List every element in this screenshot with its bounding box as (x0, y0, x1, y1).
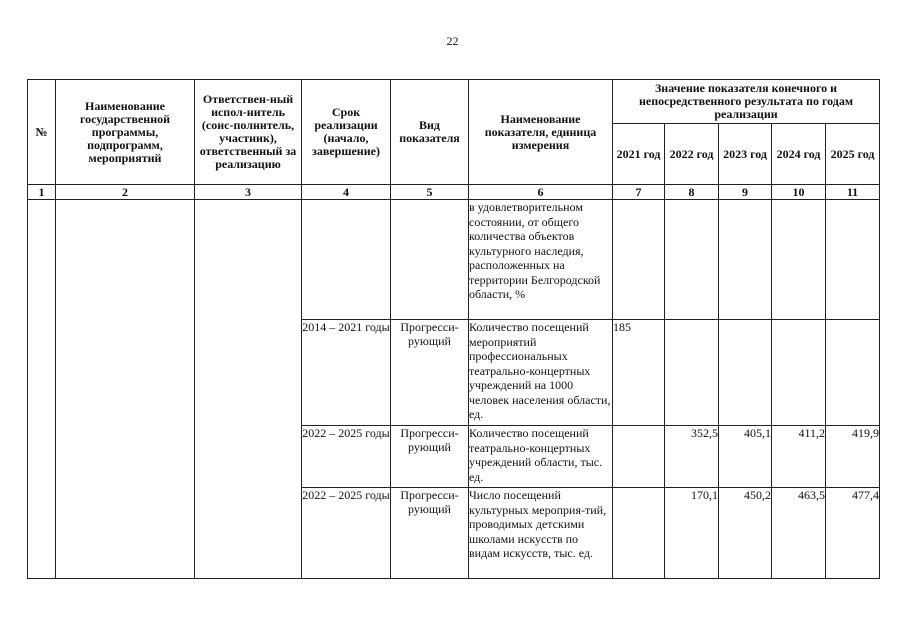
header-number: № (28, 80, 56, 185)
column-number: 1 (28, 185, 56, 200)
cell-period: 2022 – 2025 годы (302, 488, 391, 579)
cell-indicator-type: Прогресси-рующий (391, 426, 469, 488)
cell-value-2025: 477,4 (826, 488, 880, 579)
cell-period (302, 200, 391, 320)
cell-value-2024: 463,5 (772, 488, 826, 579)
header-year-2021: 2021 год (613, 124, 665, 185)
cell-value-2021: 185 (613, 320, 665, 426)
column-number: 7 (613, 185, 665, 200)
cell-responsible (195, 200, 302, 579)
column-number: 10 (772, 185, 826, 200)
header-year-2024: 2024 год (772, 124, 826, 185)
cell-value-2021 (613, 426, 665, 488)
header-year-2022: 2022 год (665, 124, 719, 185)
column-number: 2 (56, 185, 195, 200)
column-number: 11 (826, 185, 880, 200)
header-year-2025: 2025 год (826, 124, 880, 185)
column-number: 6 (469, 185, 613, 200)
page-number: 22 (446, 34, 459, 48)
column-number: 9 (719, 185, 772, 200)
column-number: 5 (391, 185, 469, 200)
header-year-2023: 2023 год (719, 124, 772, 185)
cell-indicator-name: Количество посещений театрально-концертных учреждений области, тыс. ед. (469, 426, 613, 488)
cell-value-2024 (772, 320, 826, 426)
column-number: 8 (665, 185, 719, 200)
cell-value-2022 (665, 320, 719, 426)
cell-value-2021 (613, 200, 665, 320)
cell-value-2023 (719, 200, 772, 320)
cell-indicator-type: Прогресси-рующий (391, 488, 469, 579)
cell-value-2022: 170,1 (665, 488, 719, 579)
cell-value-2024 (772, 200, 826, 320)
cell-value-2023: 450,2 (719, 488, 772, 579)
cell-indicator-type (391, 200, 469, 320)
column-number: 4 (302, 185, 391, 200)
cell-value-2021 (613, 488, 665, 579)
cell-value-2025 (826, 320, 880, 426)
cell-value-2022 (665, 200, 719, 320)
header-responsible: Ответствен-ный испол-нитель (соис-полнитель, участник), ответственный за реализацию (195, 80, 302, 185)
table-row (28, 200, 880, 320)
header-program-name: Наименование государственной программы, подпрограмм, мероприятий (56, 80, 195, 185)
cell-value-2025: 419,9 (826, 426, 880, 488)
cell-value-2024: 411,2 (772, 426, 826, 488)
cell-value-2023 (719, 320, 772, 426)
cell-value-2023: 405,1 (719, 426, 772, 488)
cell-period: 2022 – 2025 годы (302, 426, 391, 488)
cell-program-name (56, 200, 195, 579)
cell-value-2025 (826, 200, 880, 320)
header-indicator-name: Наименование показателя, единица измерения (469, 80, 613, 185)
cell-indicator-name: Количество посещений мероприятий профессиональных театрально-концертных учреждений на 1000 человек населения области, ед. (469, 320, 613, 426)
header-period: Срок реализации (начало, завершение) (302, 80, 391, 185)
indicators-table (27, 79, 880, 579)
cell-number (28, 200, 56, 579)
cell-period: 2014 – 2021 годы (302, 320, 391, 426)
cell-value-2022: 352,5 (665, 426, 719, 488)
cell-indicator-type: Прогресси-рующий (391, 320, 469, 426)
header-values-group: Значение показателя конечного и непосредственного результата по годам реализации (613, 80, 880, 124)
column-number: 3 (195, 185, 302, 200)
cell-indicator-name: Число посещений культурных мероприя-тий, проводимых детскими школами искусств по видам искусств, тыс. ед. (469, 488, 613, 579)
header-indicator-type: Вид показателя (391, 80, 469, 185)
cell-indicator-name: в удовлетворительном состоянии, от общего количества объектов культурного наследия, расположенных на территории Белгородской области, % (469, 200, 613, 320)
